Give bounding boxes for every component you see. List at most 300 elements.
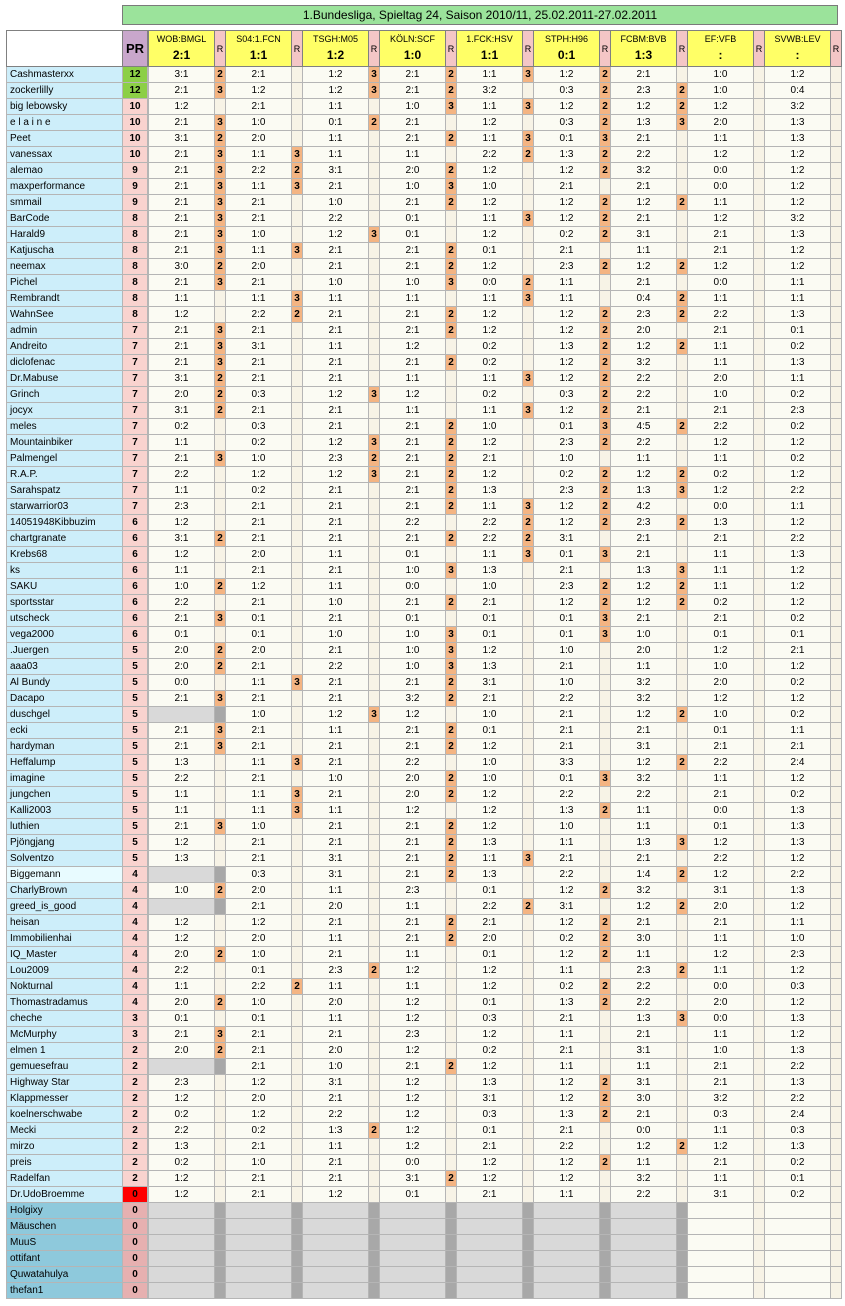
- tip-cell: 1:2: [688, 435, 754, 451]
- tip-cell: 1:0: [534, 819, 600, 835]
- tip-cell: [149, 1251, 215, 1267]
- match-points-cell: 2: [215, 531, 226, 547]
- table-row: [7, 1059, 842, 1075]
- match-points-cell: 2: [677, 99, 688, 115]
- match-teams: KÖLN:SCF: [389, 34, 435, 44]
- player-points: 8: [123, 211, 148, 227]
- tip-cell: 1:0: [226, 115, 292, 131]
- match-points-cell: [369, 275, 380, 291]
- tip-cell: 0:3: [534, 115, 600, 131]
- match-points-cell: 2: [600, 387, 611, 403]
- player-name[interactable]: Peet: [7, 131, 123, 147]
- player-points: 6: [123, 531, 148, 547]
- player-name[interactable]: cheche: [7, 1011, 123, 1027]
- match-points-cell: [369, 547, 380, 563]
- match-points-cell: [831, 1219, 842, 1235]
- match-points-cell: [523, 963, 534, 979]
- pr-column-header[interactable]: PR: [123, 31, 148, 67]
- player-name[interactable]: meles: [7, 419, 123, 435]
- match-points-cell: [754, 947, 765, 963]
- match-points-cell: [831, 1251, 842, 1267]
- match-points-cell: [754, 643, 765, 659]
- match-points-cell: 3: [446, 99, 457, 115]
- match-points-cell: 3: [369, 67, 380, 83]
- tip-cell: 1:2: [457, 259, 523, 275]
- player-name[interactable]: greed_is_good: [7, 899, 123, 915]
- match-points-cell: [600, 851, 611, 867]
- match-points-cell: [754, 595, 765, 611]
- tip-cell: 0:0: [688, 179, 754, 195]
- tip-cell: 1:2: [688, 483, 754, 499]
- match-points-cell: [215, 1059, 226, 1075]
- player-name[interactable]: Klappmesser: [7, 1091, 123, 1107]
- match-points-cell: [292, 611, 303, 627]
- tip-cell: [534, 1267, 600, 1283]
- player-name[interactable]: Palmengel: [7, 451, 123, 467]
- player-name[interactable]: luthien: [7, 819, 123, 835]
- match-points-cell: [754, 371, 765, 387]
- match-points-cell: [600, 1027, 611, 1043]
- tip-cell: 3:2: [611, 675, 677, 691]
- match-points-cell: [369, 323, 380, 339]
- match-points-cell: 2: [215, 131, 226, 147]
- player-name[interactable]: Katjuscha: [7, 243, 123, 259]
- match-points-cell: [677, 1283, 688, 1299]
- table-row: [7, 355, 842, 371]
- match-result: 1:3: [634, 48, 653, 62]
- tip-cell: 1:2: [149, 515, 215, 531]
- match-points-cell: [292, 1011, 303, 1027]
- player-name[interactable]: duschgel: [7, 707, 123, 723]
- tip-cell: 1:1: [688, 963, 754, 979]
- player-name[interactable]: hardyman: [7, 739, 123, 755]
- tip-cell: 0:2: [534, 931, 600, 947]
- table-row: [7, 755, 842, 771]
- player-name[interactable]: sportsstar: [7, 595, 123, 611]
- match-points-cell: [754, 1283, 765, 1299]
- match-points-cell: [523, 1027, 534, 1043]
- tip-cell: 1:3: [765, 115, 831, 131]
- player-name[interactable]: Lou2009: [7, 963, 123, 979]
- match-points-cell: [523, 835, 534, 851]
- match-points-cell: [600, 291, 611, 307]
- tip-cell: 0:2: [765, 451, 831, 467]
- player-name[interactable]: Radelfan: [7, 1171, 123, 1187]
- match-points-cell: 2: [446, 435, 457, 451]
- table-row: [7, 643, 842, 659]
- tip-cell: 1:1: [380, 979, 446, 995]
- match-points-cell: [831, 739, 842, 755]
- player-name[interactable]: Heffalump: [7, 755, 123, 771]
- match-points-cell: [369, 915, 380, 931]
- tip-cell: 2:1: [688, 1155, 754, 1171]
- player-points: 8: [123, 259, 148, 275]
- match-points-cell: 3: [677, 563, 688, 579]
- player-name[interactable]: Sarahspatz: [7, 483, 123, 499]
- player-name[interactable]: Dacapo: [7, 691, 123, 707]
- tip-cell: 1:1: [149, 803, 215, 819]
- player-name[interactable]: MuuS: [7, 1235, 123, 1251]
- match-points-cell: 3: [215, 339, 226, 355]
- match-header[interactable]: [611, 31, 677, 67]
- match-points-cell: [215, 979, 226, 995]
- tip-cell: 1:3: [611, 1011, 677, 1027]
- tip-cell: 1:2: [765, 995, 831, 1011]
- match-points-cell: [446, 1203, 457, 1219]
- tip-cell: 2:2: [611, 787, 677, 803]
- tip-cell: [380, 1251, 446, 1267]
- tip-cell: 1:2: [226, 83, 292, 99]
- player-name[interactable]: Krebs68: [7, 547, 123, 563]
- player-name[interactable]: Biggemann: [7, 867, 123, 883]
- match-points-cell: [754, 99, 765, 115]
- match-points-cell: [369, 947, 380, 963]
- tip-cell: 1:2: [380, 1043, 446, 1059]
- table-row: [7, 803, 842, 819]
- table-row: [7, 403, 842, 419]
- player-name[interactable]: Mountainbiker: [7, 435, 123, 451]
- match-points-cell: 2: [446, 195, 457, 211]
- tip-cell: 2:1: [226, 323, 292, 339]
- player-name[interactable]: CharlyBrown: [7, 883, 123, 899]
- match-points-cell: 3: [215, 451, 226, 467]
- player-name[interactable]: Mäuschen: [7, 1219, 123, 1235]
- match-points-cell: 3: [292, 291, 303, 307]
- tip-cell: 0:1: [534, 627, 600, 643]
- tip-cell: 2:2: [534, 867, 600, 883]
- match-points-cell: [523, 243, 534, 259]
- match-points-cell: [215, 1139, 226, 1155]
- tip-cell: 1:2: [303, 1187, 369, 1203]
- player-name[interactable]: big lebowsky: [7, 99, 123, 115]
- match-points-cell: [215, 963, 226, 979]
- match-points-cell: [215, 307, 226, 323]
- tip-cell: 1:1: [303, 979, 369, 995]
- match-points-cell: [446, 1091, 457, 1107]
- match-points-cell: [523, 1155, 534, 1171]
- player-name[interactable]: mirzo: [7, 1139, 123, 1155]
- tip-cell: 2:1: [226, 67, 292, 83]
- tip-cell: 2:2: [765, 1091, 831, 1107]
- tip-cell: 1:2: [457, 323, 523, 339]
- player-name[interactable]: Al Bundy: [7, 675, 123, 691]
- match-points-cell: [831, 691, 842, 707]
- player-name[interactable]: Quwatahulya: [7, 1267, 123, 1283]
- tip-cell: 2:1: [457, 691, 523, 707]
- match-points-cell: [215, 595, 226, 611]
- match-points-cell: [446, 803, 457, 819]
- player-name[interactable]: R.A.P.: [7, 467, 123, 483]
- player-points: 5: [123, 851, 148, 867]
- tip-cell: 1:2: [303, 707, 369, 723]
- tip-cell: 2:1: [380, 355, 446, 371]
- match-points-cell: [446, 963, 457, 979]
- player-name[interactable]: jocyx: [7, 403, 123, 419]
- match-points-cell: [215, 787, 226, 803]
- match-points-cell: 2: [446, 419, 457, 435]
- match-points-cell: [831, 451, 842, 467]
- match-points-cell: [369, 1107, 380, 1123]
- tip-cell: 2:1: [303, 691, 369, 707]
- match-points-cell: [369, 867, 380, 883]
- match-points-cell: [369, 627, 380, 643]
- match-teams: EF:VFB: [704, 34, 737, 44]
- player-name[interactable]: Harald9: [7, 227, 123, 243]
- player-name[interactable]: koelnerschwabe: [7, 1107, 123, 1123]
- match-points-cell: [677, 995, 688, 1011]
- match-points-cell: [215, 835, 226, 851]
- match-header[interactable]: [226, 31, 292, 67]
- player-name[interactable]: Dr.Mabuse: [7, 371, 123, 387]
- table-row: [7, 1283, 842, 1299]
- match-points-cell: 2: [677, 515, 688, 531]
- match-points-cell: [446, 515, 457, 531]
- table-row: [7, 595, 842, 611]
- match-points-cell: [677, 531, 688, 547]
- tip-cell: 2:1: [457, 451, 523, 467]
- match-result: 1:2: [326, 48, 345, 62]
- tip-cell: 1:0: [226, 707, 292, 723]
- player-name[interactable]: diclofenac: [7, 355, 123, 371]
- tip-cell: 1:0: [303, 1059, 369, 1075]
- match-points-cell: 2: [215, 67, 226, 83]
- tip-cell: 1:1: [534, 1059, 600, 1075]
- match-header[interactable]: [149, 31, 215, 67]
- player-name[interactable]: thefan1: [7, 1283, 123, 1299]
- player-name[interactable]: ottifant: [7, 1251, 123, 1267]
- player-name[interactable]: Cashmasterxx: [7, 67, 123, 83]
- player-name[interactable]: Thomastradamus: [7, 995, 123, 1011]
- tip-cell: 0:1: [303, 115, 369, 131]
- tip-cell: 0:2: [688, 467, 754, 483]
- match-points-cell: [677, 67, 688, 83]
- player-points: 12: [123, 83, 148, 99]
- player-name[interactable]: 14051948Kibbuzim: [7, 515, 123, 531]
- player-points: 2: [123, 1059, 148, 1075]
- tip-cell: 2:2: [534, 691, 600, 707]
- tip-cell: 2:1: [303, 371, 369, 387]
- tip-cell: 1:2: [457, 115, 523, 131]
- player-name[interactable]: Kalli2003: [7, 803, 123, 819]
- player-name[interactable]: Immobilienhai: [7, 931, 123, 947]
- player-name[interactable]: Nokturnal: [7, 979, 123, 995]
- tip-cell: 0:2: [149, 1107, 215, 1123]
- match-points-cell: [600, 1187, 611, 1203]
- match-points-cell: [369, 131, 380, 147]
- tip-cell: 1:0: [534, 643, 600, 659]
- player-name[interactable]: Andreito: [7, 339, 123, 355]
- tip-cell: 2:1: [303, 915, 369, 931]
- player-name[interactable]: Rembrandt: [7, 291, 123, 307]
- player-name[interactable]: e l a i n e: [7, 115, 123, 131]
- player-points: 6: [123, 611, 148, 627]
- player-name[interactable]: IQ_Master: [7, 947, 123, 963]
- player-name[interactable]: Grinch: [7, 387, 123, 403]
- tip-cell: 1:3: [765, 1075, 831, 1091]
- player-name[interactable]: chartgranate: [7, 531, 123, 547]
- tip-cell: 1:2: [765, 259, 831, 275]
- player-points: 9: [123, 195, 148, 211]
- match-points-cell: [754, 179, 765, 195]
- tip-cell: [765, 1267, 831, 1283]
- player-points: 5: [123, 707, 148, 723]
- player-name[interactable]: elmen 1: [7, 1043, 123, 1059]
- tip-cell: 2:1: [149, 83, 215, 99]
- player-points: 8: [123, 275, 148, 291]
- tip-cell: 1:2: [688, 147, 754, 163]
- tip-cell: 3:2: [611, 771, 677, 787]
- tip-cell: 2:1: [303, 499, 369, 515]
- player-name[interactable]: Pichel: [7, 275, 123, 291]
- match-points-cell: [292, 707, 303, 723]
- tip-cell: 1:0: [688, 83, 754, 99]
- player-name[interactable]: utscheck: [7, 611, 123, 627]
- player-name[interactable]: maxperformance: [7, 179, 123, 195]
- player-name[interactable]: Mecki: [7, 1123, 123, 1139]
- player-name[interactable]: SAKU: [7, 579, 123, 595]
- player-name[interactable]: starwarrior03: [7, 499, 123, 515]
- player-name[interactable]: aaa03: [7, 659, 123, 675]
- tip-cell: 1:3: [765, 803, 831, 819]
- tip-cell: 1:2: [765, 691, 831, 707]
- tip-cell: 0:2: [765, 707, 831, 723]
- player-name[interactable]: Holgixy: [7, 1203, 123, 1219]
- tip-cell: 1:1: [765, 291, 831, 307]
- player-name[interactable]: ecki: [7, 723, 123, 739]
- match-points-cell: [523, 739, 534, 755]
- player-name[interactable]: ks: [7, 563, 123, 579]
- match-points-cell: 2: [677, 707, 688, 723]
- tip-cell: 1:1: [688, 195, 754, 211]
- match-points-cell: [215, 563, 226, 579]
- player-name[interactable]: alemao: [7, 163, 123, 179]
- match-points-cell: 3: [523, 547, 534, 563]
- match-points-cell: [369, 835, 380, 851]
- table-row: [7, 627, 842, 643]
- player-name[interactable]: smmail: [7, 195, 123, 211]
- player-name[interactable]: neemax: [7, 259, 123, 275]
- match-points-cell: [523, 435, 534, 451]
- player-name[interactable]: Pjöngjang: [7, 835, 123, 851]
- player-name[interactable]: imagine: [7, 771, 123, 787]
- match-points-cell: [754, 1059, 765, 1075]
- tip-cell: 1:2: [149, 915, 215, 931]
- match-header[interactable]: [534, 31, 600, 67]
- player-name[interactable]: Solventzo: [7, 851, 123, 867]
- match-points-cell: 2: [446, 259, 457, 275]
- match-points-cell: [446, 211, 457, 227]
- player-points: 8: [123, 291, 148, 307]
- tip-cell: 1:2: [457, 467, 523, 483]
- match-header[interactable]: [765, 31, 831, 67]
- match-points-cell: [677, 739, 688, 755]
- tip-cell: 1:1: [688, 547, 754, 563]
- match-points-cell: [754, 675, 765, 691]
- match-header[interactable]: [303, 31, 369, 67]
- match-points-cell: [523, 819, 534, 835]
- match-points-cell: [677, 803, 688, 819]
- match-header[interactable]: [457, 31, 523, 67]
- tip-cell: 1:1: [534, 291, 600, 307]
- player-name[interactable]: Highway Star: [7, 1075, 123, 1091]
- match-header[interactable]: [688, 31, 754, 67]
- tip-cell: 2:1: [149, 147, 215, 163]
- match-points-cell: 2: [600, 499, 611, 515]
- match-points-cell: [754, 195, 765, 211]
- tip-cell: 1:3: [765, 355, 831, 371]
- match-points-cell: 3: [677, 835, 688, 851]
- player-points: 7: [123, 467, 148, 483]
- match-points-cell: [677, 147, 688, 163]
- player-name[interactable]: jungchen: [7, 787, 123, 803]
- tip-cell: 0:2: [765, 339, 831, 355]
- match-points-cell: [292, 515, 303, 531]
- match-points-cell: [446, 1027, 457, 1043]
- tip-cell: 2:2: [688, 307, 754, 323]
- player-name[interactable]: gemuesefrau: [7, 1059, 123, 1075]
- player-name[interactable]: zockerlilly: [7, 83, 123, 99]
- player-points: 0: [123, 1203, 148, 1219]
- tip-cell: 1:0: [380, 179, 446, 195]
- player-name[interactable]: McMurphy: [7, 1027, 123, 1043]
- tip-cell: 2:1: [149, 739, 215, 755]
- player-name[interactable]: .Juergen: [7, 643, 123, 659]
- player-name[interactable]: heisan: [7, 915, 123, 931]
- tip-cell: 2:1: [226, 835, 292, 851]
- table-row: [7, 211, 842, 227]
- match-points-cell: [677, 1043, 688, 1059]
- tip-cell: 1:0: [226, 451, 292, 467]
- match-points-cell: 2: [600, 67, 611, 83]
- tip-cell: 1:2: [534, 915, 600, 931]
- player-name[interactable]: BarCode: [7, 211, 123, 227]
- tip-cell: 3:1: [688, 1187, 754, 1203]
- table-row: [7, 835, 842, 851]
- player-name[interactable]: vanessax: [7, 147, 123, 163]
- player-name[interactable]: WahnSee: [7, 307, 123, 323]
- match-points-cell: [369, 419, 380, 435]
- match-points-cell: 2: [677, 755, 688, 771]
- player-points: 6: [123, 515, 148, 531]
- match-points-cell: [600, 1203, 611, 1219]
- tip-cell: 1:2: [149, 99, 215, 115]
- match-header[interactable]: [380, 31, 446, 67]
- tip-cell: 1:2: [380, 963, 446, 979]
- match-points-cell: [369, 739, 380, 755]
- tip-cell: 3:2: [765, 99, 831, 115]
- player-name[interactable]: vega2000: [7, 627, 123, 643]
- tip-cell: 2:3: [534, 259, 600, 275]
- match-points-cell: [523, 979, 534, 995]
- tip-cell: 2:1: [380, 723, 446, 739]
- match-points-cell: [523, 1059, 534, 1075]
- match-points-cell: [292, 995, 303, 1011]
- match-points-cell: 2: [677, 419, 688, 435]
- player-name[interactable]: Dr.UdoBroemme: [7, 1187, 123, 1203]
- player-points: 0: [123, 1235, 148, 1251]
- tip-cell: 1:1: [611, 803, 677, 819]
- tip-cell: [765, 1219, 831, 1235]
- match-result: :: [795, 48, 800, 62]
- player-name[interactable]: preis: [7, 1155, 123, 1171]
- tip-cell: 1:1: [149, 563, 215, 579]
- match-points-cell: [292, 67, 303, 83]
- match-points-cell: [754, 1091, 765, 1107]
- player-name[interactable]: admin: [7, 323, 123, 339]
- match-points-cell: [215, 851, 226, 867]
- match-points-cell: [369, 147, 380, 163]
- tip-cell: 1:0: [380, 99, 446, 115]
